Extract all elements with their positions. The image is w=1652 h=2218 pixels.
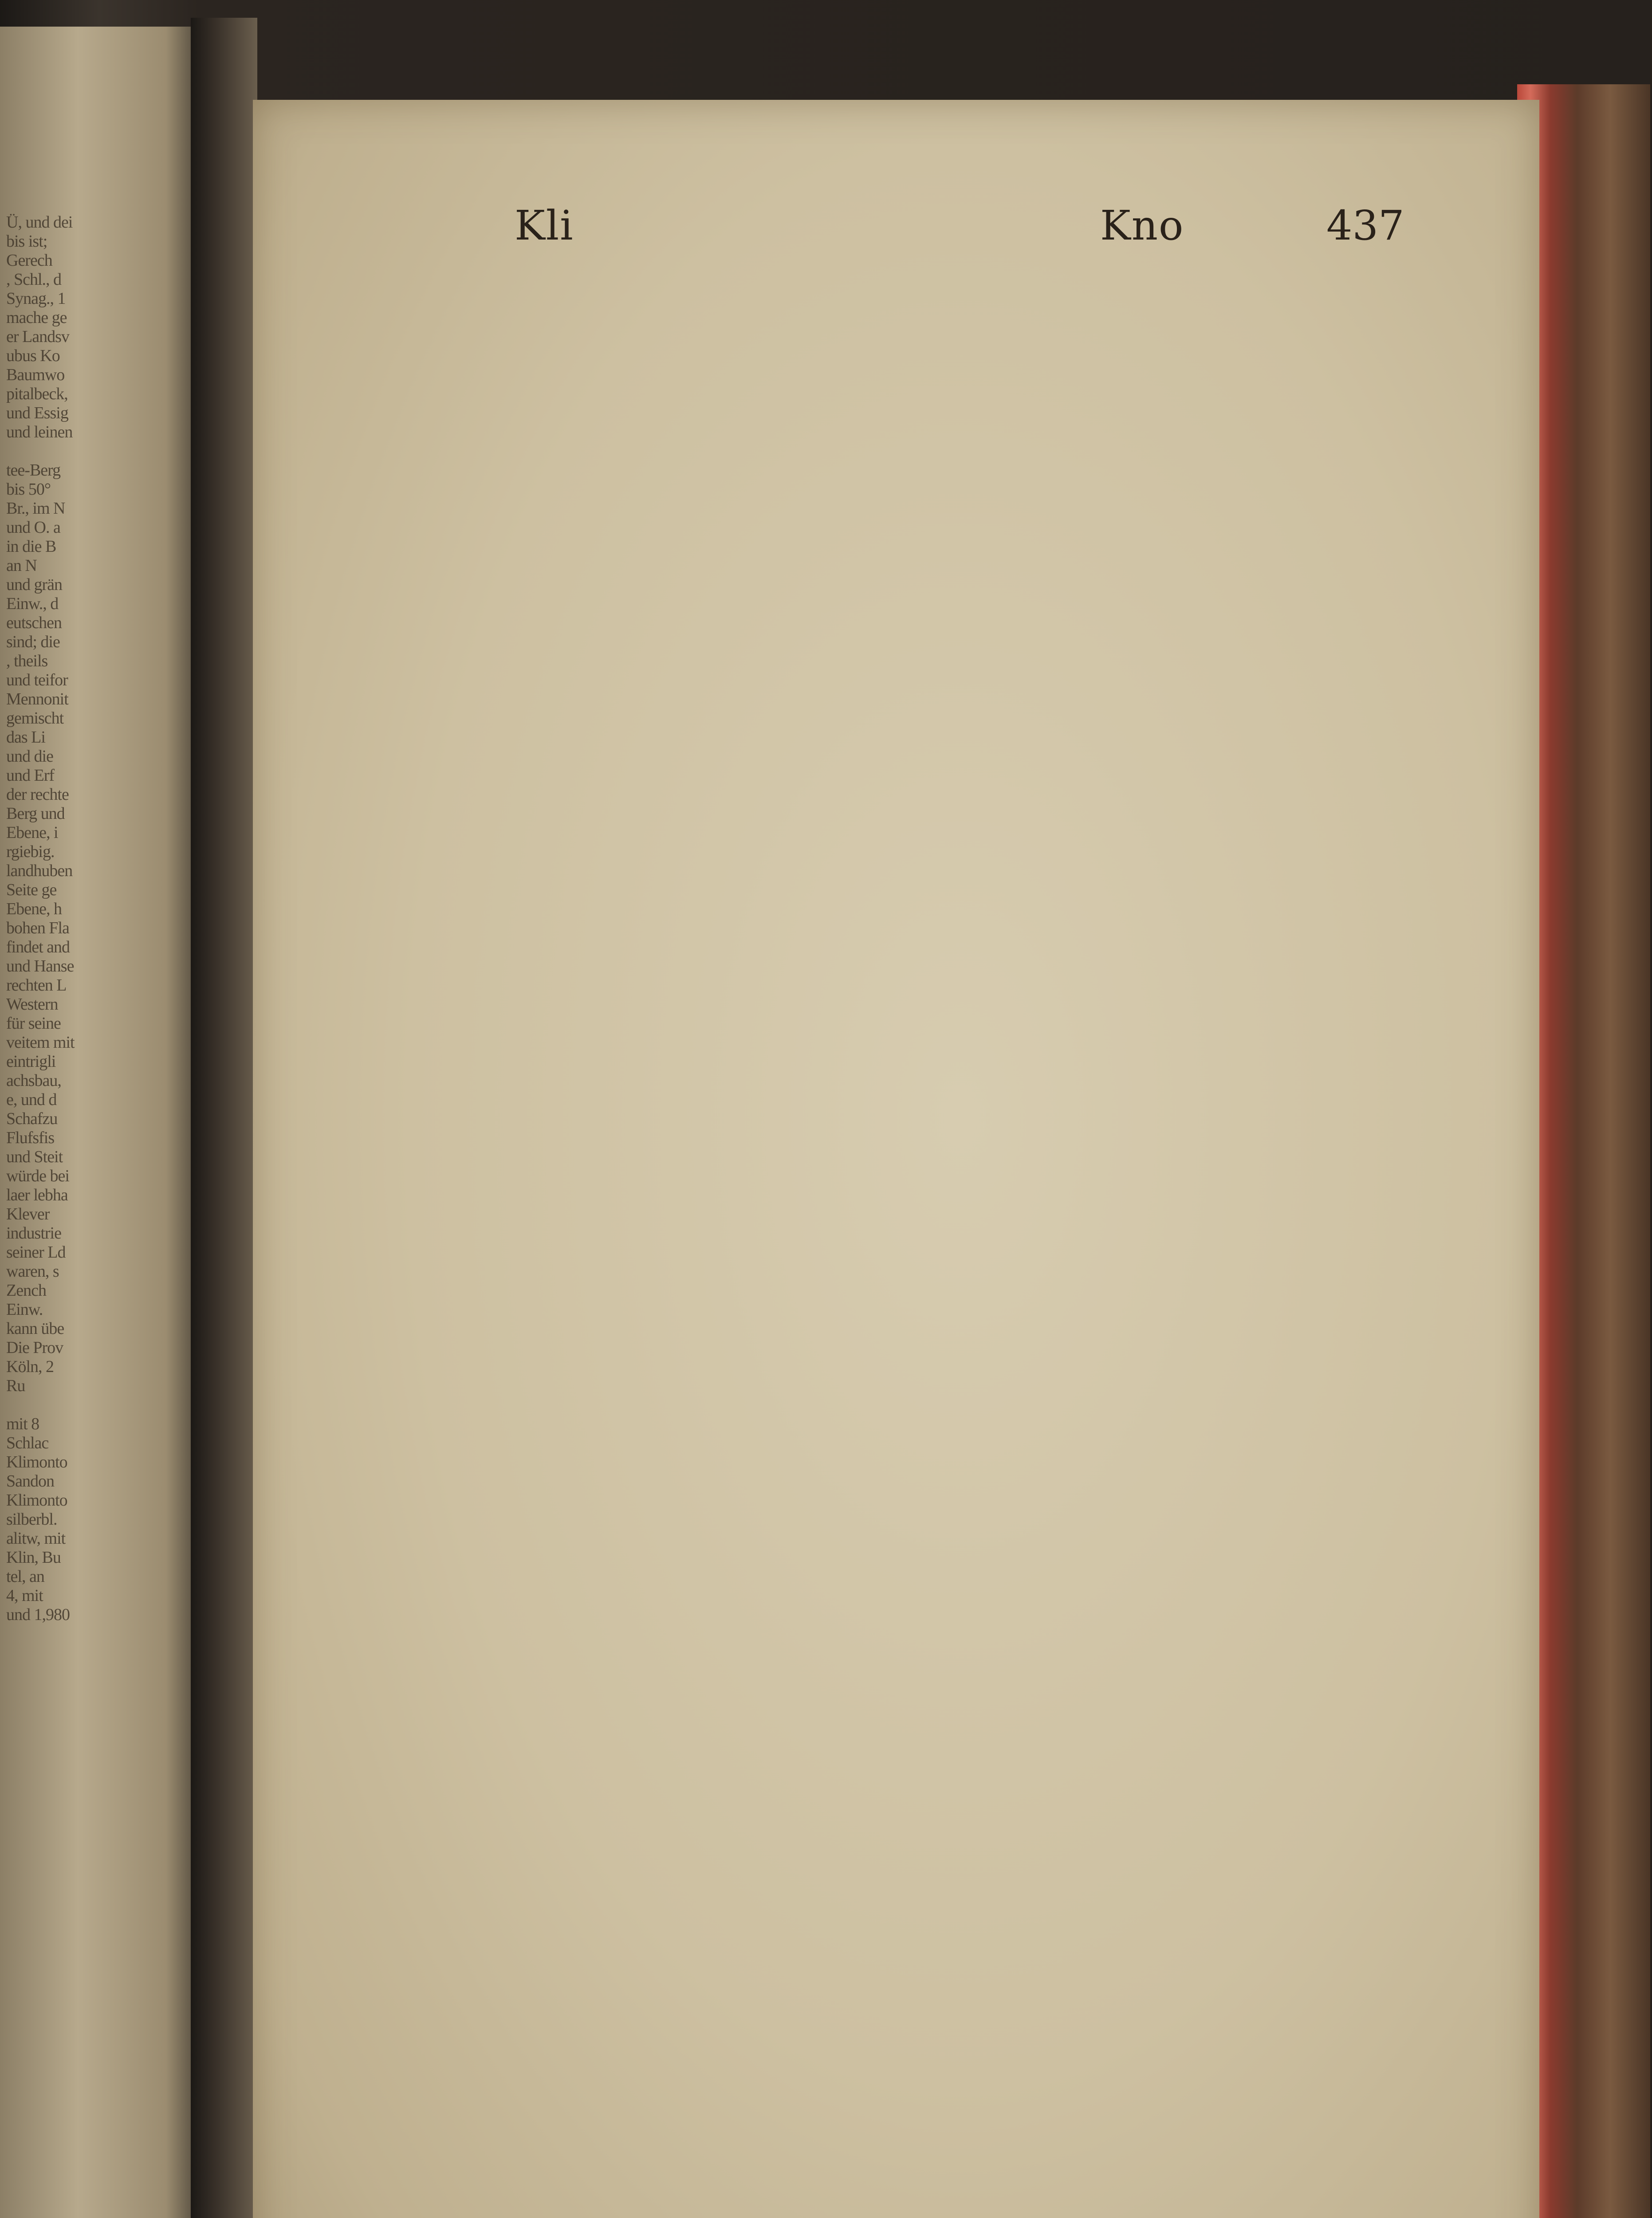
left-facing-page (0, 27, 195, 2218)
left-page-text: Ü, und dei bis ist; Gerech , Schl., d Synag., 1 mache ge er Landsv ubus Ko Baumwo pitalbeck, und Essig und leinen tee-Berg bis 50° Br., im N und O. a in die B an N und grän Einw., d eutschen sind; die , theils und teifor Mennonit gemischt das Li und die und Erf der rechte Berg und Ebene, i rgiebig. landhuben Seite ge Ebene, h bohen Fla findet and und Hanse rechten L Western für seine veitem mit eintrigli achsbau, e, und d Schafzu Flufsfis und Steit würde bei laer lebha Klever industrie seiner Ld waren, s Zench Einw. kann übe Die Prov Köln, 2 Ru mit 8 Schlac Klimonto Sandon Klimonto silberbl. alitw, mit Klin, Bu tel, an 4, mit und 1,980 (6, 213, 75, 1624)
running-header (253, 202, 1539, 264)
header-right-word: Kno (1100, 202, 1184, 249)
header-left-word: Kli (515, 202, 574, 249)
page-number: 437 (1326, 202, 1404, 249)
book-page (253, 100, 1539, 2218)
book-gutter (191, 18, 257, 2218)
